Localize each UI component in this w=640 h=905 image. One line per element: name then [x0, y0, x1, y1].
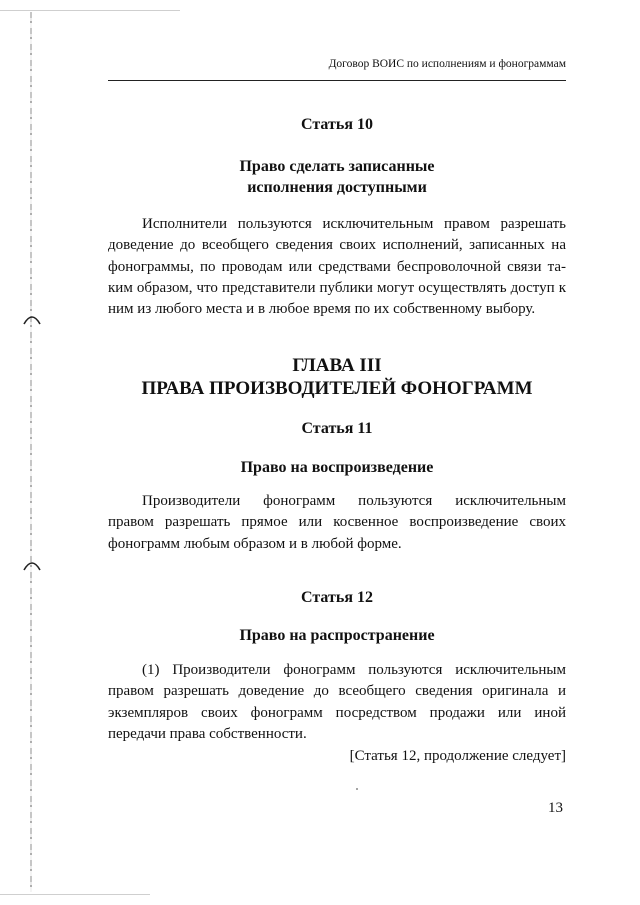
scan-speck [356, 788, 358, 790]
page-number: 13 [548, 800, 563, 816]
article-11-text [108, 491, 566, 555]
article-11-text-line: фонограмм любым образом и в любой форме. [108, 535, 402, 552]
article-10-text [108, 214, 566, 320]
header-rule [108, 80, 566, 81]
article-10-text-line: ним из любого места и в любое время по их собственному выбору. [108, 301, 536, 318]
continued-note: [Статья 12, продолжение следует] [349, 748, 566, 764]
article-11-text-line: правом разрешать прямое или косвенное воспроизведение своих [108, 514, 566, 531]
article-12-text-line: экземпляров своих фонограмм посредством продажи или иной [108, 704, 566, 721]
article-10-text-line: доведение до всеобщего сведения своих исполнений, записанных на [108, 237, 566, 254]
article-12-text-line: (1) Производители фонограмм пользуются исключительным [142, 662, 566, 678]
article-10-text-line: Исполнители пользуются исключительным правом разрешать [142, 216, 566, 232]
article-12-heading: Статья 12 [301, 589, 373, 606]
article-12-title: Право на распространение [239, 627, 435, 644]
article-11-text-line: Производители фонограмм пользуются исключительным [142, 493, 566, 509]
binding-hole-mark-icon [22, 558, 42, 572]
chapter-number: ГЛАВА III [292, 355, 382, 376]
article-12-text-line: правом разрешать доведение до всеобщего сведения оригинала и [108, 683, 566, 700]
article-10-title-line: Право сделать записанные [239, 158, 435, 175]
article-10-heading: Статья 10 [301, 116, 373, 133]
chapter-title: ПРАВА ПРОИЗВОДИТЕЛЕЙ ФОНОГРАММ [141, 378, 533, 399]
article-11-heading: Статья 11 [301, 420, 373, 437]
scan-binding-edge [30, 12, 32, 892]
article-12-text [108, 660, 566, 745]
scan-top-rule [0, 10, 180, 11]
article-10-title [108, 156, 566, 198]
binding-hole-mark-icon [22, 312, 42, 326]
article-11-title: Право на воспроизведение [240, 459, 434, 476]
running-header: Договор ВОИС по исполнениям и фонограммам [328, 58, 566, 70]
scan-bottom-rule [0, 894, 150, 895]
article-10-text-line: ким образом, что представители публики могут осуществлять доступ к [108, 279, 566, 296]
article-10-title-line: исполнения доступными [247, 179, 427, 196]
article-10-text-line: фонограммы, по проводам или средствами беспроволочной связи та- [108, 258, 566, 275]
article-12-text-line: передачи права собственности. [108, 725, 307, 742]
